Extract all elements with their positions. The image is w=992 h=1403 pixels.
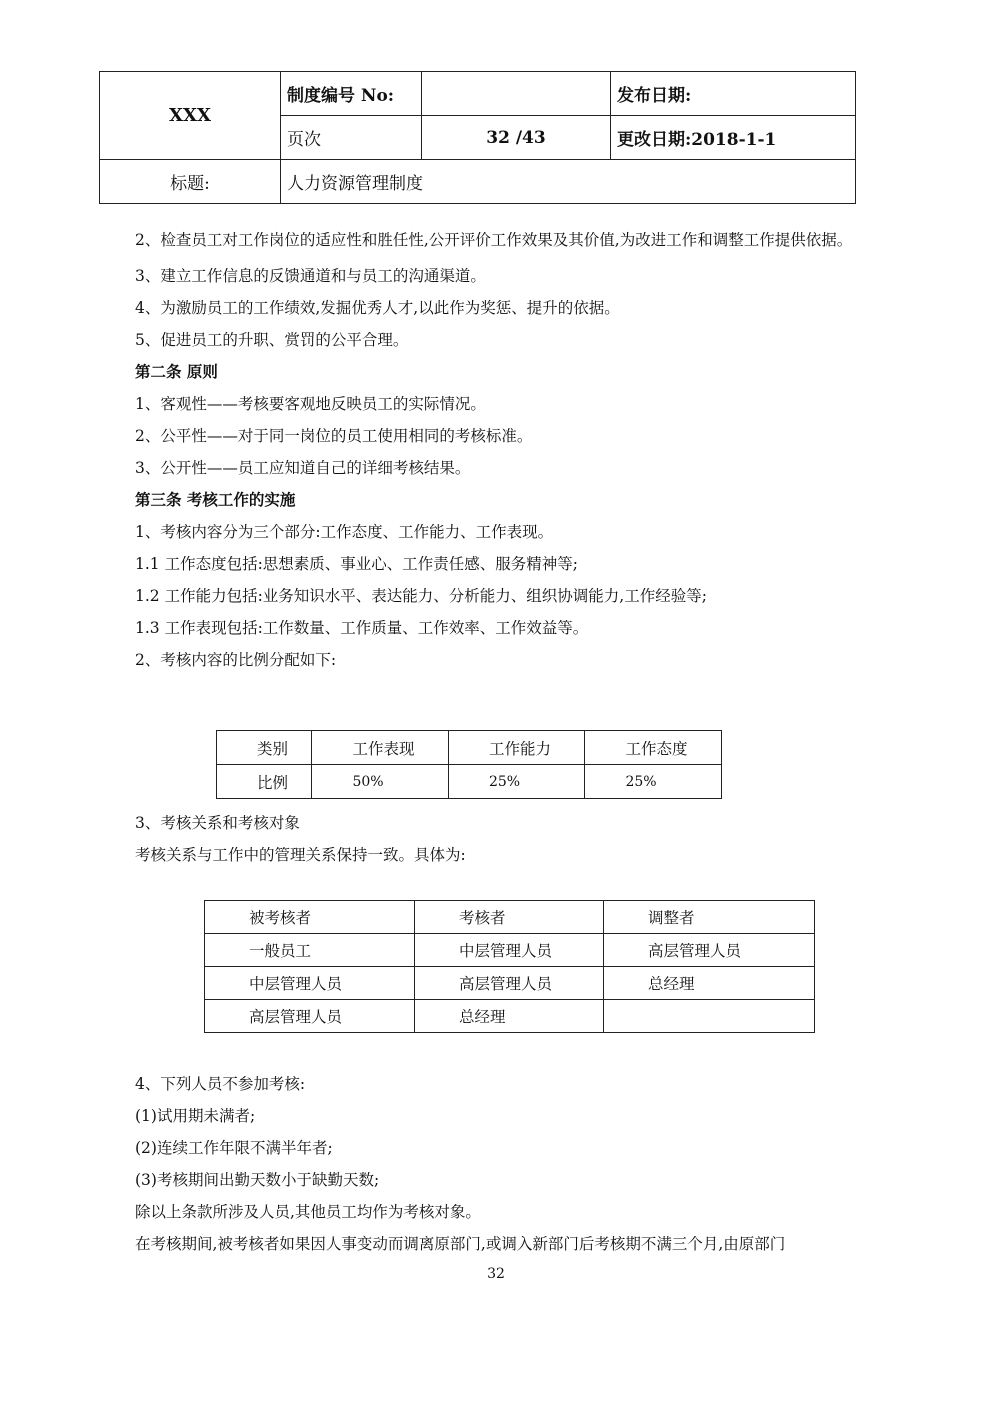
paragraph: 考核关系与工作中的管理关系保持一致。具体为:	[135, 846, 466, 864]
table-cell: 高层管理人员	[415, 967, 604, 1000]
table-cell: 25%	[448, 765, 585, 799]
table-cell: 总经理	[604, 967, 815, 1000]
paragraph: 3、建立工作信息的反馈通道和与员工的沟通渠道。	[135, 267, 486, 285]
table-header-cell: 调整者	[604, 901, 815, 934]
table-cell: 总经理	[415, 1000, 604, 1033]
modify-date: 更改日期:2018-1-1	[611, 116, 856, 160]
section-heading: 第三条 考核工作的实施	[135, 490, 296, 509]
table-cell	[604, 1000, 815, 1033]
publish-date-label: 发布日期:	[611, 72, 856, 116]
table-row	[217, 765, 722, 799]
paragraph: 5、促进员工的升职、赏罚的公平合理。	[135, 331, 409, 349]
paragraph: (3)考核期间出勤天数小于缺勤天数;	[135, 1171, 380, 1189]
paragraph: 除以上条款所涉及人员,其他员工均作为考核对象。	[135, 1203, 481, 1221]
paragraph: 2、检查员工对工作岗位的适应性和胜任性,公开评价工作效果及其价值,为改进工作和调整工作提供依据。	[135, 231, 853, 249]
table-cell: 中层管理人员	[205, 967, 415, 1000]
doc-no-value	[422, 72, 611, 116]
table-header-cell: 被考核者	[205, 901, 415, 934]
relation-table	[204, 900, 815, 1033]
table-row	[205, 934, 815, 967]
paragraph: 1、客观性——考核要客观地反映员工的实际情况。	[135, 395, 486, 413]
page-value: 32 /43	[422, 116, 611, 160]
table-header-cell: 工作态度	[585, 731, 722, 765]
paragraph: 4、下列人员不参加考核:	[135, 1075, 306, 1093]
paragraph: 1.1 工作态度包括:思想素质、事业心、工作责任感、服务精神等;	[135, 555, 579, 573]
table-row	[217, 731, 722, 765]
table-cell: 25%	[585, 765, 722, 799]
paragraph: 3、公开性——员工应知道自己的详细考核结果。	[135, 459, 471, 477]
company-name: XXX	[100, 72, 281, 160]
table-header-cell: 考核者	[415, 901, 604, 934]
ratio-table	[216, 730, 722, 799]
table-row	[205, 901, 815, 934]
body-mid	[135, 807, 900, 871]
table-header-cell: 类别	[217, 731, 312, 765]
body-bottom	[135, 1068, 900, 1260]
table-header-cell: 工作能力	[448, 731, 585, 765]
page-label: 页次	[281, 116, 422, 160]
table-cell: 高层管理人员	[205, 1000, 415, 1033]
table-cell: 中层管理人员	[415, 934, 604, 967]
doc-no-label: 制度编号 No:	[281, 72, 422, 116]
table-cell: 50%	[312, 765, 449, 799]
title-label: 标题:	[100, 160, 281, 204]
paragraph: 1、考核内容分为三个部分:工作态度、工作能力、工作表现。	[135, 523, 554, 541]
paragraph: (1)试用期未满者;	[135, 1107, 256, 1125]
body-top	[135, 228, 900, 676]
table-cell: 一般员工	[205, 934, 415, 967]
paragraph: 3、考核关系和考核对象	[135, 814, 300, 832]
page-number: 32	[487, 1266, 505, 1282]
table-row	[205, 967, 815, 1000]
paragraph: 2、考核内容的比例分配如下:	[135, 651, 337, 669]
table-row	[205, 1000, 815, 1033]
paragraph: 2、公平性——对于同一岗位的员工使用相同的考核标准。	[135, 427, 533, 445]
table-cell: 比例	[217, 765, 312, 799]
paragraph: 1.3 工作表现包括:工作数量、工作质量、工作效率、工作效益等。	[135, 619, 589, 637]
paragraph: 1.2 工作能力包括:业务知识水平、表达能力、分析能力、组织协调能力,工作经验等;	[135, 587, 707, 605]
paragraph: 在考核期间,被考核者如果因人事变动而调离原部门,或调入新部门后考核期不满三个月,由原部门	[135, 1235, 786, 1253]
table-cell: 高层管理人员	[604, 934, 815, 967]
title-value: 人力资源管理制度	[281, 160, 856, 204]
paragraph: 4、为激励员工的工作绩效,发掘优秀人才,以此作为奖惩、提升的依据。	[135, 299, 620, 317]
table-header-cell: 工作表现	[312, 731, 449, 765]
section-heading: 第二条 原则	[135, 362, 218, 381]
paragraph: (2)连续工作年限不满半年者;	[135, 1139, 333, 1157]
document-header-table	[99, 71, 856, 204]
